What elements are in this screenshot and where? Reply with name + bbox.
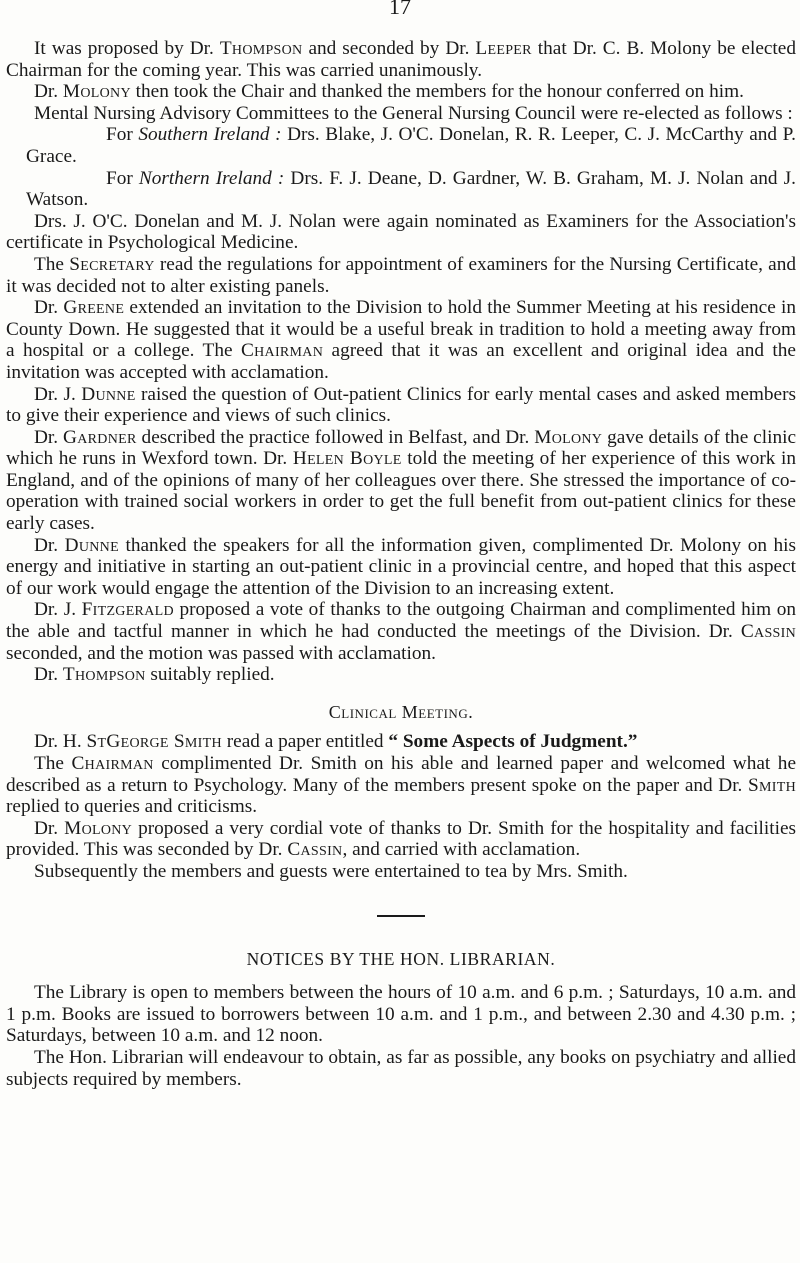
paragraph: Dr. Greene extended an invitation to the Division to hold the Summer Meeting at his residence in County Down. He suggested that it would be a useful break in tradition to hold a meeting away from a hospital or a college. The Chairman agreed that it was an excellent and original idea and the invitation was accepted with acclamation.	[6, 297, 797, 383]
paragraph: The Library is open to members between the hours of 10 a.m. and 6 p.m. ; Saturdays, 10 a.m. and 1 p.m. Books are issued to borrowers between 10 a.m. and 1 p.m., and between 2.30 and 4.30 p.m. ; Saturdays, between 10 a.m. and 12 noon.	[6, 982, 796, 1047]
paragraph: Dr. H. StGeorge Smith read a paper entitled “ Some Aspects of Judgment.”	[34, 731, 638, 753]
paragraph: For Southern Ireland : Drs. Blake, J. O'C. Donelan, R. R. Leeper, C. J. McCarthy and P. Grace.	[26, 124, 796, 167]
paragraph: Drs. J. O'C. Donelan and M. J. Nolan were again nominated as Examiners for the Association's certificate in Psychological Medicine.	[6, 210, 796, 254]
page-body	[6, 38, 796, 1090]
section-heading-clinical: Clinical Meeting.	[328, 701, 474, 722]
section-divider	[377, 915, 425, 917]
page-number: 17	[389, 0, 411, 19]
paragraph: Mental Nursing Advisory Committees to the General Nursing Council were re-elected as follows :	[34, 102, 793, 124]
paragraph: The Hon. Librarian will endeavour to obtain, as far as possible, any books on psychiatry and allied subjects required by members.	[6, 1046, 796, 1090]
section-heading-notices: NOTICES BY THE HON. LIBRARIAN.	[246, 948, 556, 969]
paragraph: Dr. J. Dunne raised the question of Out-patient Clinics for early mental cases and asked members to give their experience and views of such clinics.	[6, 383, 796, 427]
paragraph: Dr. Dunne thanked the speakers for all the information given, complimented Dr. Molony on his energy and initiative in starting an out-patient clinic in a provincial centre, and hoped that this aspect of our work would engage the attention of the Division to an increasing extent.	[6, 534, 797, 599]
paragraph: Subsequently the members and guests were entertained to tea by Mrs. Smith.	[34, 860, 628, 882]
paragraph: For Northern Ireland : Drs. F. J. Deane, D. Gardner, W. B. Graham, M. J. Nolan and J. Watson.	[26, 167, 797, 211]
paragraph: Dr. Molony then took the Chair and thanked the members for the honour conferred on him.	[34, 81, 744, 103]
paragraph: The Secretary read the regulations for appointment of examiners for the Nursing Certificate, and it was decided not to alter existing panels.	[6, 253, 797, 297]
paragraph: The Chairman complimented Dr. Smith on his able and learned paper and welcomed what he described as a return to Psychology. Many of the members present spoke on the paper and Dr. Smith replied to queries and criticisms.	[6, 753, 797, 818]
paragraph: Dr. Molony proposed a very cordial vote of thanks to Dr. Smith for the hospitality and facilities provided. This was seconded by Dr. Cassin, and carried with acclamation.	[6, 817, 797, 861]
paragraph: Dr. Gardner described the practice followed in Belfast, and Dr. Molony gave details of the clinic which he runs in Wexford town. Dr. Helen Boyle told the meeting of her experience of this work in England, and of the opinions of many of her colleagues over there. She stressed the importance of co-operation with trained social workers in order to get the full benefit from out-patient clinics for these early cases.	[6, 426, 797, 535]
paragraph: Dr. Thompson suitably replied.	[34, 664, 275, 686]
paragraph: Dr. J. Fitzgerald proposed a vote of thanks to the outgoing Chairman and complimented him on the able and tactful manner in which he had conducted the meetings of the Division. Dr. Cassin seconded, and the motion was passed with acclamation.	[6, 599, 796, 664]
paragraph: It was proposed by Dr. Thompson and seconded by Dr. Leeper that Dr. C. B. Molony be elected Chairman for the coming year. This was carried unanimously.	[6, 38, 796, 81]
